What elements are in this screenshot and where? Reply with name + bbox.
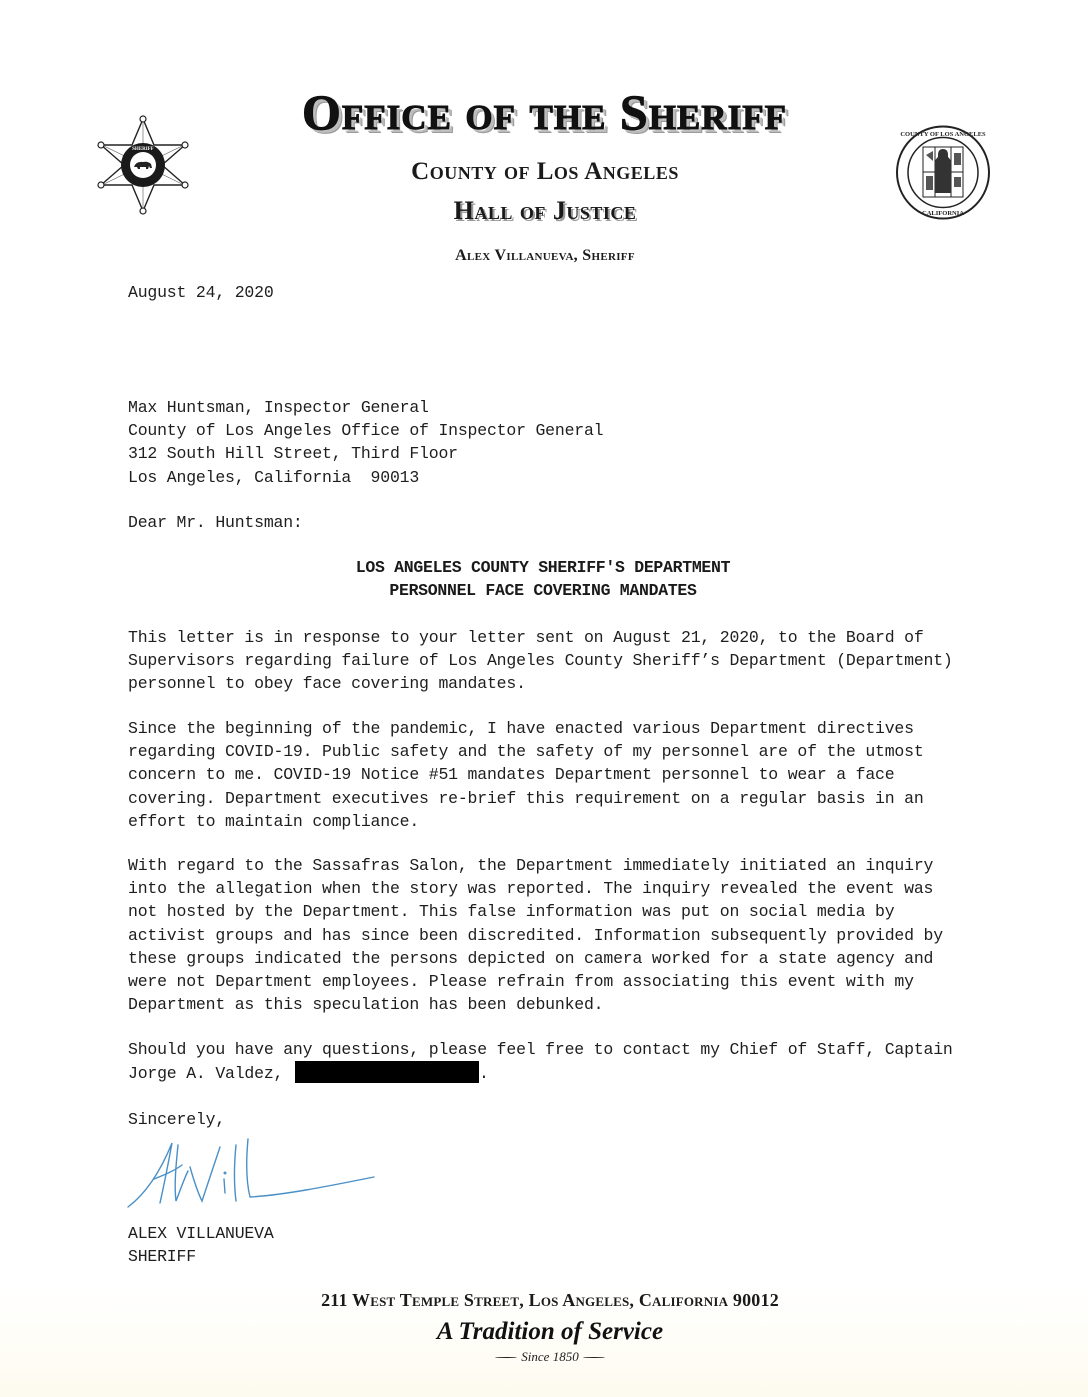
recipient-name: Max Huntsman, Inspector General (128, 398, 429, 417)
footer-since (440, 1349, 660, 1365)
footer-address: 211 West Temple Street, Los Angeles, California 90012 (321, 1290, 779, 1310)
salutation: Dear Mr. Huntsman: (128, 513, 303, 532)
signer-name: ALEX VILLANUEVA (128, 1224, 274, 1243)
letter-date: August 24, 2020 (128, 283, 274, 302)
recipient-street: 312 South Hill Street, Third Floor (128, 444, 458, 464)
paragraph-2: Since the beginning of the pandemic, I have enacted various Department directives regarding COVID-19. Public safety and the safety of my personnel are of the utmost concern to me. COVID-19 Notice #51 mandates Department personnel to wear a face covering. Department executives re-brief this requirement on a regular basis in an effort to maintain compliance. (128, 719, 924, 831)
contact-text: Should you have any questions, please feel free to contact my Chief of Staff, Captain Jorge A. Valdez, (128, 1040, 953, 1084)
sheriff-star-badge-icon (92, 115, 194, 215)
closing: Sincerely, (128, 1110, 226, 1129)
paragraph-1: This letter is in response to your letter sent on August 21, 2020, to the Board of Supervisors regarding failure of Los Angeles County Sheriff’s Department (Department) personnel to obey face covering mandates. (128, 628, 953, 694)
county-name: County of Los Angeles (411, 158, 679, 185)
recipient-address (128, 396, 968, 489)
footer-motto: A Tradition of Service (436, 1318, 664, 1345)
contact-paragraph (128, 1038, 968, 1085)
paragraph-3: With regard to the Sassafras Salon, the Department immediately initiated an inquiry into the allegation when the story was reported. The inquiry revealed the event was not hosted by the Department. This false information was put on social media by activist groups and has since been discredited. Information subsequently provided by these groups indicated the persons depicted on camera worked for a state agency and were not Department employees. Please refrain from associating this event with my Department as this speculation has been debunked. (128, 856, 943, 1015)
flourish-left (495, 1357, 517, 1359)
hall-of-justice: Hall of Justice (453, 196, 637, 225)
seal-text-bottom: CALIFORNIA (922, 210, 964, 217)
office-title: Office of the Sheriff (302, 84, 787, 140)
sheriff-name-line: Alex Villanueva, Sheriff (455, 247, 635, 264)
since-text: Since 1850 (521, 1349, 579, 1364)
seal-text-top: COUNTY OF LOS ANGELES (900, 131, 986, 138)
county-seal-icon (893, 125, 993, 220)
subject-line-2: PERSONNEL FACE COVERING MANDATES (389, 581, 697, 600)
signer-title: SHERIFF (128, 1247, 196, 1267)
redaction-block (295, 1061, 479, 1083)
subject-line-1: LOS ANGELES COUNTY SHERIFF'S DEPARTMENT (355, 558, 731, 577)
flourish-right (583, 1357, 605, 1359)
recipient-office: County of Los Angeles Office of Inspector General (128, 421, 604, 441)
subject-heading (128, 556, 958, 602)
contact-text-end: . (478, 1064, 489, 1084)
badge-text-top: SHERIFF (132, 147, 154, 152)
signer-block (128, 1222, 968, 1268)
recipient-city: Los Angeles, California 90013 (128, 467, 420, 487)
signature-icon (124, 1135, 384, 1215)
